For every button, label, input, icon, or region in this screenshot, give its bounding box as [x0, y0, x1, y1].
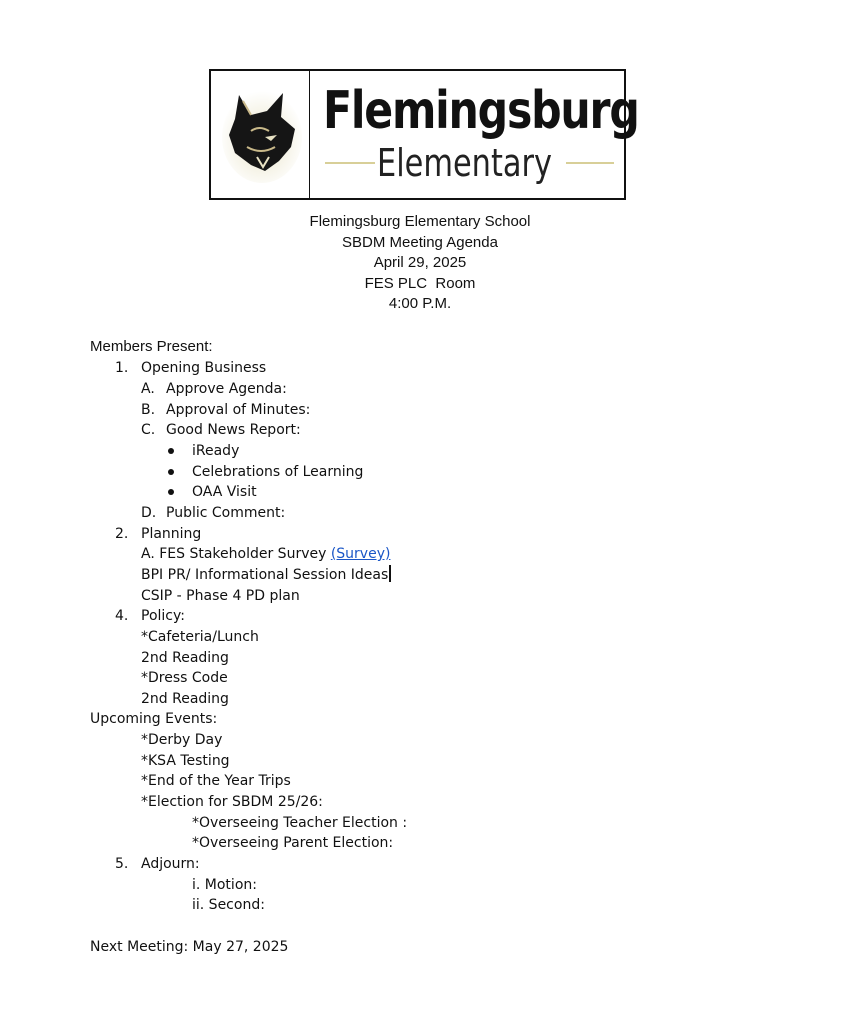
item-number: 5.: [115, 856, 129, 872]
school-name: Flemingsburg Elementary School: [309, 213, 531, 230]
bpi-pr-line[interactable]: [141, 565, 391, 585]
upcoming-event: *KSA Testing: [141, 753, 230, 769]
school-logo: [209, 69, 639, 200]
policy-line: 2nd Reading: [141, 691, 229, 707]
adjourn-line: ii. Second:: [192, 897, 265, 913]
good-news-report: Good News Report:: [166, 422, 301, 438]
bobcat-mascot-icon: [221, 81, 303, 185]
logo-name-line1: Flemingsburg: [323, 81, 639, 141]
upcoming-sub-event: *Overseeing Parent Election:: [192, 835, 394, 851]
logo-rule-right: [566, 162, 614, 164]
survey-link[interactable]: (Survey): [330, 546, 391, 562]
good-news-bullet: OAA Visit: [192, 484, 257, 500]
sub-item-marker: D.: [141, 505, 157, 521]
policy-title: Policy:: [141, 608, 185, 624]
policy-line: *Dress Code: [141, 670, 228, 686]
agenda-header: [220, 212, 620, 315]
bullet-icon: [168, 469, 174, 475]
logo-divider: [309, 71, 310, 198]
bullet-icon: [168, 448, 174, 454]
logo-rule-left: [325, 162, 375, 164]
public-comment: Public Comment:: [166, 505, 286, 521]
meeting-time: 4:00 P.M.: [388, 295, 452, 312]
sub-item-marker: C.: [141, 422, 156, 438]
bpi-pr-text: BPI PR/ Informational Session Ideas: [141, 567, 389, 583]
planning-title: Planning: [141, 526, 202, 542]
upcoming-sub-event: *Overseeing Teacher Election :: [192, 815, 408, 831]
members-present-label: Members Present:: [90, 338, 213, 355]
upcoming-event: *Derby Day: [141, 732, 223, 748]
meeting-room: FES PLC Room: [364, 274, 476, 292]
approve-agenda: Approve Agenda:: [166, 381, 287, 397]
agenda-title: SBDM Meeting Agenda: [342, 233, 498, 251]
adjourn-title: Adjourn:: [141, 856, 200, 872]
sub-item-marker: A.: [141, 381, 155, 397]
adjourn-line: i. Motion:: [192, 877, 257, 893]
next-meeting: Next Meeting: May 27, 2025: [90, 939, 289, 955]
csip-line: CSIP - Phase 4 PD plan: [141, 588, 300, 604]
approval-of-minutes: Approval of Minutes:: [166, 402, 311, 418]
upcoming-events-title: Upcoming Events:: [90, 711, 218, 727]
stakeholder-survey-line: [141, 544, 390, 564]
meeting-date: April 29, 2025: [373, 254, 467, 271]
stakeholder-survey-text: A. FES Stakeholder Survey: [141, 546, 331, 562]
item-number: 2.: [115, 526, 129, 542]
upcoming-event: *Election for SBDM 25/26:: [141, 794, 323, 810]
bullet-icon: [168, 489, 174, 495]
logo-name-line2: Elementary: [377, 141, 552, 185]
sub-item-marker: B.: [141, 402, 156, 418]
text-cursor: [389, 565, 391, 582]
opening-business-title: Opening Business: [141, 360, 267, 376]
item-number: 4.: [115, 608, 129, 624]
good-news-bullet: iReady: [192, 443, 240, 459]
policy-line: 2nd Reading: [141, 650, 229, 666]
item-number: 1.: [115, 360, 129, 376]
policy-line: *Cafeteria/Lunch: [141, 629, 259, 645]
upcoming-event: *End of the Year Trips: [141, 773, 291, 789]
good-news-bullet: Celebrations of Learning: [192, 464, 364, 480]
